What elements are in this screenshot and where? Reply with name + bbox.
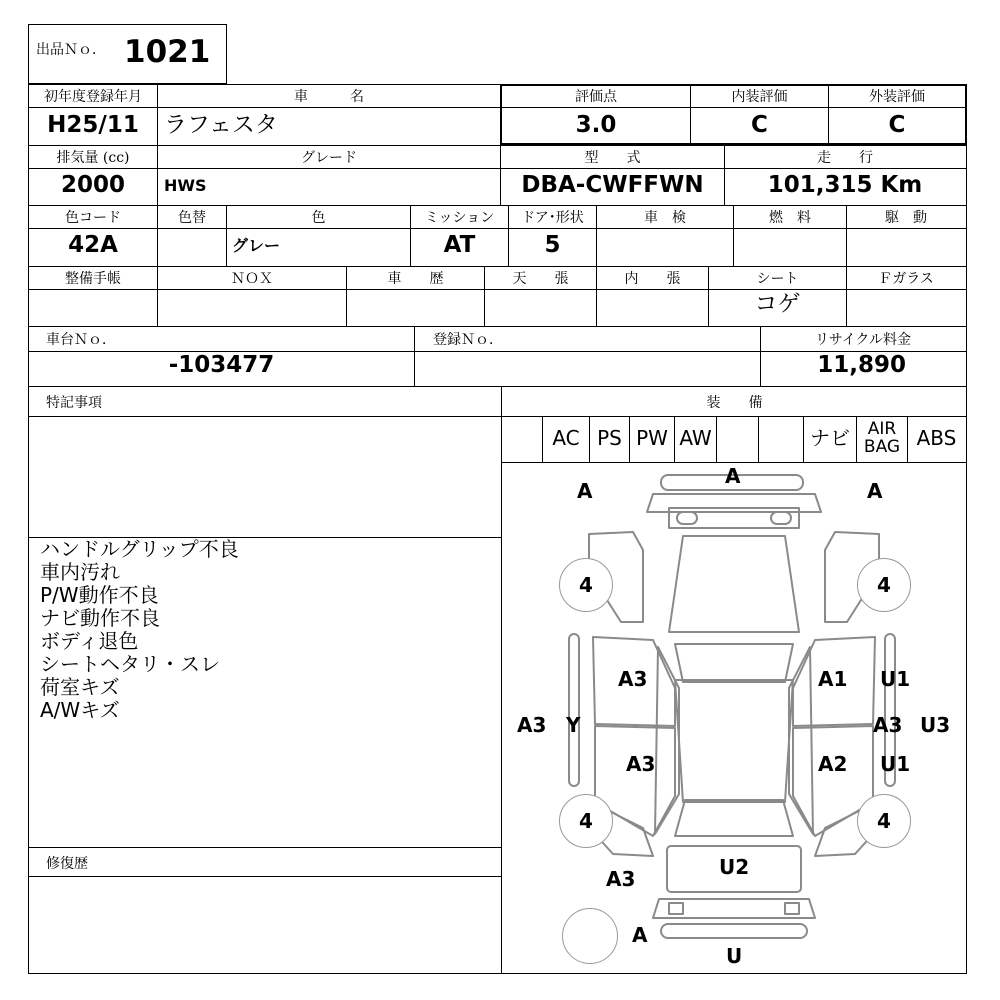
model-value: DBA-CWFFWN <box>521 172 704 198</box>
color-value: グレー <box>232 236 281 255</box>
mileage-label: 走 行 <box>817 150 873 166</box>
equipment-item-pw: PW <box>636 426 668 450</box>
damage-mark-rear-bumper: A <box>632 923 648 947</box>
sunroof-label: 天 張 <box>512 271 569 287</box>
equipment-item-ac: AC <box>552 426 580 450</box>
seat-label: シート <box>756 271 799 287</box>
seat-value: コゲ <box>754 291 801 317</box>
damage-mark-bottom: U <box>726 944 743 968</box>
wheel-rear-left: 4 <box>559 794 613 848</box>
door-shape-value: 5 <box>544 232 561 258</box>
color-code-value: 42A <box>68 232 118 258</box>
equipment-item-ps: PS <box>597 426 622 450</box>
equipment-item-abs: ABS <box>916 426 957 450</box>
maint-book-label: 整備手帳 <box>65 271 121 287</box>
note-item: 荷室キズ <box>40 675 120 699</box>
equipment-item-navi: ナビ <box>810 426 850 450</box>
note-item: ハンドルグリップ不良 <box>40 537 239 561</box>
displacement-label: 排気量 (cc) <box>56 150 130 166</box>
score-label: 評価点 <box>575 89 617 105</box>
damage-mark-front-left: A <box>577 479 593 503</box>
exterior-value: C <box>888 112 906 138</box>
recycle-value: 11,890 <box>817 352 906 378</box>
car-name-label: 車 名 <box>294 89 364 105</box>
model-label: 型 式 <box>584 150 641 166</box>
interior-label: 内装評価 <box>731 89 788 105</box>
chassis-no-label: 車台Ｎｏ． <box>46 332 116 348</box>
color-code-label: 色コード <box>65 210 121 226</box>
color-change-label: 色替 <box>178 210 206 226</box>
wheel-rear-right: 4 <box>857 794 911 848</box>
damage-mark-side-left-y: Y <box>566 713 581 737</box>
note-item: A/Wキズ <box>40 698 120 722</box>
damage-mark-front-right: A <box>867 479 883 503</box>
damage-mark-rear-left: A3 <box>606 867 636 891</box>
displacement-value: 2000 <box>60 172 125 198</box>
mission-label: ミッション <box>424 210 495 226</box>
chassis-no-value: -103477 <box>168 352 275 378</box>
inspection-label: 車 検 <box>644 210 686 226</box>
door-shape-label: ドア･形状 <box>521 210 584 226</box>
color-label: 色 <box>311 210 326 226</box>
note-item: シートヘタリ・スレ <box>40 652 220 676</box>
equipment-label: 装 備 <box>706 395 763 411</box>
first-reg-value: H25/11 <box>47 112 139 138</box>
repair-history-label: 修復歴 <box>46 856 88 872</box>
mission-value: AT <box>443 232 476 258</box>
grade-label: グレード <box>301 150 357 166</box>
note-item: ナビ動作不良 <box>40 606 160 630</box>
lot-number: 1021 <box>124 34 211 70</box>
lot-label: 出品Ｎｏ． <box>36 42 106 58</box>
damage-mark-side-left: A3 <box>517 713 547 737</box>
grade-value: HWS <box>164 176 207 195</box>
damage-mark-right-side-u: U3 <box>920 713 951 737</box>
f-glass-label: Ｆガラス <box>878 271 934 287</box>
drive-label: 駆 動 <box>885 210 927 226</box>
damage-mark-right-side-a: A3 <box>873 713 903 737</box>
damage-mark-right-rear-door: A2 <box>818 752 848 776</box>
notes-label: 特記事項 <box>46 395 102 411</box>
inner-roof-label: 内 張 <box>624 271 681 287</box>
car-name-value: ラフェスタ <box>164 112 278 138</box>
note-item: 車内汚れ <box>40 560 120 584</box>
note-item: P/W動作不良 <box>40 583 159 607</box>
exterior-label: 外装評価 <box>869 89 925 105</box>
score-value: 3.0 <box>575 112 617 138</box>
recycle-label: リサイクル料金 <box>814 332 912 348</box>
damage-mark-right-rear-u: U1 <box>880 752 911 776</box>
damage-mark-front-top: A <box>725 464 741 488</box>
first-reg-label: 初年度登録年月 <box>44 89 142 105</box>
damage-mark-right-front-u: U1 <box>880 667 911 691</box>
wheel-front-left: 4 <box>559 558 613 612</box>
fuel-label: 燃 料 <box>769 210 811 226</box>
wheel-front-right: 4 <box>857 558 911 612</box>
equipment-item-airbag: AIR BAG <box>863 419 901 457</box>
damage-mark-right-front-door: A1 <box>818 667 848 691</box>
damage-mark-rear-door-left: A3 <box>626 752 656 776</box>
interior-value: C <box>751 112 768 138</box>
note-item: ボディ退色 <box>40 629 139 653</box>
nox-label: ＮＯＸ <box>231 271 273 287</box>
reg-no-label: 登録Ｎｏ． <box>433 332 503 348</box>
mileage-value: 101,315 Km <box>767 172 923 198</box>
damage-mark-hood-left: A3 <box>618 667 648 691</box>
history-label: 車 歴 <box>387 271 444 287</box>
equipment-item-aw: AW <box>679 426 712 450</box>
damage-mark-rear-center: U2 <box>719 855 750 879</box>
